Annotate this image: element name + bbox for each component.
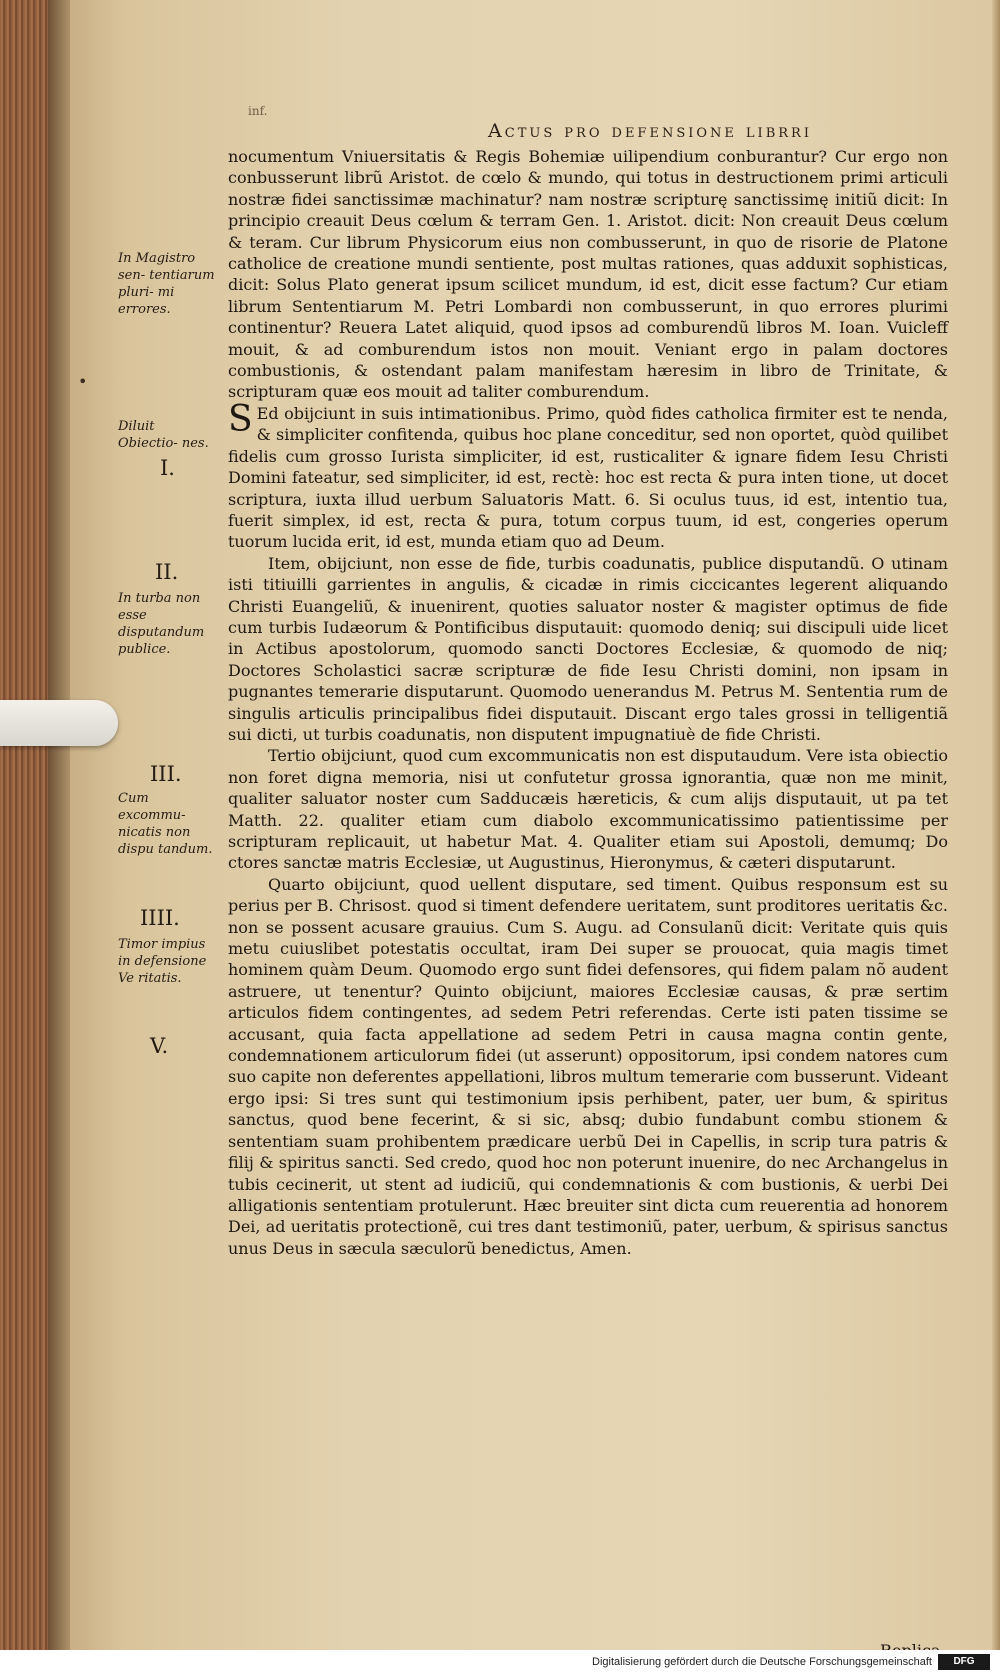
margin-dot: •	[78, 372, 88, 391]
book-edge-left	[0, 0, 48, 1676]
margin-note-1: In Magistro sen‑ tentiarum pluri‑ mi errores.	[118, 251, 215, 317]
drop-cap: S	[228, 398, 253, 440]
body-text	[228, 146, 948, 1259]
dfg-logo: DFG	[938, 1654, 990, 1670]
margin-note-4: Cum excommu‑ nicatis non dispu tandum.	[118, 791, 213, 857]
funding-credit: Digitalisierung gefördert durch die Deutsche Forschungsgemeinschaft	[592, 1656, 932, 1668]
margin-note-3: In turba non esse disputandum publice.	[118, 591, 205, 657]
margin-note-2: Diluit Obiectio‑ nes.	[118, 419, 209, 451]
paragraph-1: nocumentum Vniuersitatis & Regis Bohemiæ uilipendium conburantur? Cur ergo non conbusserunt librũ Aristot. de cœlo & mundo, qui totus in destructionem primi articuli nostræ fidei sanctissimæ machinatur? nam nostræ scripturę sanctissimę initiũ dicit: In principio creauit Deus cœlum & terram Gen. 1. Aristot. dicit: Non creauit Deus cœlum & teram. Cur librum Physicorum eius non combusserunt, in quo de risorie de Platone catholice de creatione mundi sentiente, post multas rationes, quas adduxit sophisticas, dicit: Solus Plato generat ipsum scilicet mundum, id est, dicit esse factum? Cur etiam librum Sententiarum M. Petri Lombardi non combusserunt, in quo errores plurimi continentur? Reuera Latet aliquid, quod ipsos ad comburendũ libros M. Ioan. Vuicleff mouit, & ad comburendum istos non mouit. Veniant ergo in palam doctores combustionis, & ostendant palam manifestam hæresim in libro de Trinitate, & scripturam quæ eos mouit ad taliter comburendum.	[228, 147, 948, 402]
roman-numeral-5: V.	[150, 1034, 169, 1058]
paragraph-5: Quarto obijciunt, quod uellent disputare, sed timent. Quibus responsum est su perius per B. Chrisost. quod si timent defendere ueritatem, sunt proditores ueritatis &c. non se possent acusare grauius. Cum S. Augu. ad Consulanũ dicit: Veritate quis quis metu cuiuslibet potestatis occultat, iram Dei super se prouocat, quia magis timet hominem quàm Deum. Quomodo ergo sunt fidei defensores, qui fidem palam nõ audent astruere, ut tenentur? Quinto obijciunt, maiores Ecclesiæ causas, & præ sertim articulos fidem contingentes, ad sedem Petri referendas. Certe isti paten tissime se accusant, quia facta appellatione ad sedem Petri in causa magna contin gente, condemnationem articulorum fidei (ut asserunt) oppositorum, ipsi condem natores cum suo capite non deferentes appellationi, libros multum temerarie com busserunt. Videant ergo ipsi: Si tres sunt qui testimonium ipsis perhibent, pater, uer bum, & spiritus sanctus, quod bene fecerint, & si sic, absq; dubio fundabunt combu stionem & sententiam suam prohibentem prædicare uerbũ Dei in Capellis, in scrip tura patris & filij & spiritus sancti. Sed credo, quod hoc non poterunt inuenire, do nec Archangelus in tubis cecinerit, ut stent ad iudiciũ, qui condemnationis & com bustionis, & uerbi Dei alligationis sententiam protulerunt. Hæc breuiter sint dicta cum reuerentia ad honorem Dei, ad ueritatis protectionẽ, cui tres dant testimoniũ, pater, uerbum, & spirisus sanctus unus Deus in sæcula sæculorũ benedictus, Amen.	[228, 874, 948, 1258]
page-edge-right	[992, 0, 1000, 1650]
paragraph-2-text: Ed obijciunt in suis intimationibus. Primo, quòd fides catholica firmiter est te nenda, & simpliciter confitenda, quibus hoc plane conceditur, sed non oportet, quòd quilibet fidelis cum grosso Iurista simpliciter, id est, rusticaliter & ignare fidem Iesu Christi Domini fateatur, sed simpliciter, id est, rectè: hoc est recta & pura inten tione, ut docet scriptura, iuxta illud uerbum Saluatoris Matt. 6. Si oculus tuus, id est, intentio tua, fuerit simplex, id est, recta & pura, totum corpus tuum, id est, congeries operum tuorum lucida erit, id est, munda etiam quo ad Deum.	[228, 403, 948, 552]
margin-note-5: Timor impius in defensione Ve ritatis.	[118, 937, 207, 986]
running-head: Actus pro defensione librri	[488, 120, 812, 142]
paragraph-4: Tertio obijciunt, quod cum excommunicatis non est disputaudum. Vere ista obiectio non foret digna memoria, nisi ut confutetur grossa ignorantia, quæ non me minit, qualiter saluator noster cum Sadducæis hæreticis, & cum alijs disputauit, ut pa tet Matth. 22. qualiter etiam cum diabolo excommunicatissimo patientissime per scripturam replicauit, ut habetur Mat. 4. Qualiter etiam sui Apostoli, demumq; Do ctores sanctæ matris Ecclesiæ, ut Augustinus, Hieronymus, & cæteri disputarunt.	[228, 746, 948, 873]
folio-mark: inf.	[248, 104, 268, 118]
roman-numeral-1: I.	[160, 456, 175, 480]
roman-numeral-2: II.	[155, 560, 179, 584]
roman-numeral-4: IIII.	[140, 906, 180, 930]
paragraph-2	[228, 398, 948, 553]
paragraph-3: Item, obijciunt, non esse de fide, turbis coadunatis, publice disputandũ. O utinam isti titiuilli garrientes in angulis, & cicadæ in rimis ciccicantes legerent aliquando Christi Euangeliũ, & inuenirent, quoties saluator noster & magister optimus de fide cum turbis Iudæorum & Pontificibus disputauit: quomodo deniq; sui discipuli uide licet in Actibus apostolorum, quomodo sancti Doctores Ecclesiæ, & quomodo de niq; Doctores Scholastici sacræ scripturæ de fide Iesu Christi domini, non ipsam in pugnantes temerarie disputarunt. Quomodo uenerandus M. Petrus M. Sententia rum de singulis articulis principalibus fidei disputauit. Discant ergo tales grossi in telligentiã sui dicti, ut turbis coadunatis, non disputent impugnatiuè de fide Christi.	[228, 553, 948, 744]
bookmark-tab	[0, 700, 118, 746]
roman-numeral-3: III.	[150, 762, 182, 786]
